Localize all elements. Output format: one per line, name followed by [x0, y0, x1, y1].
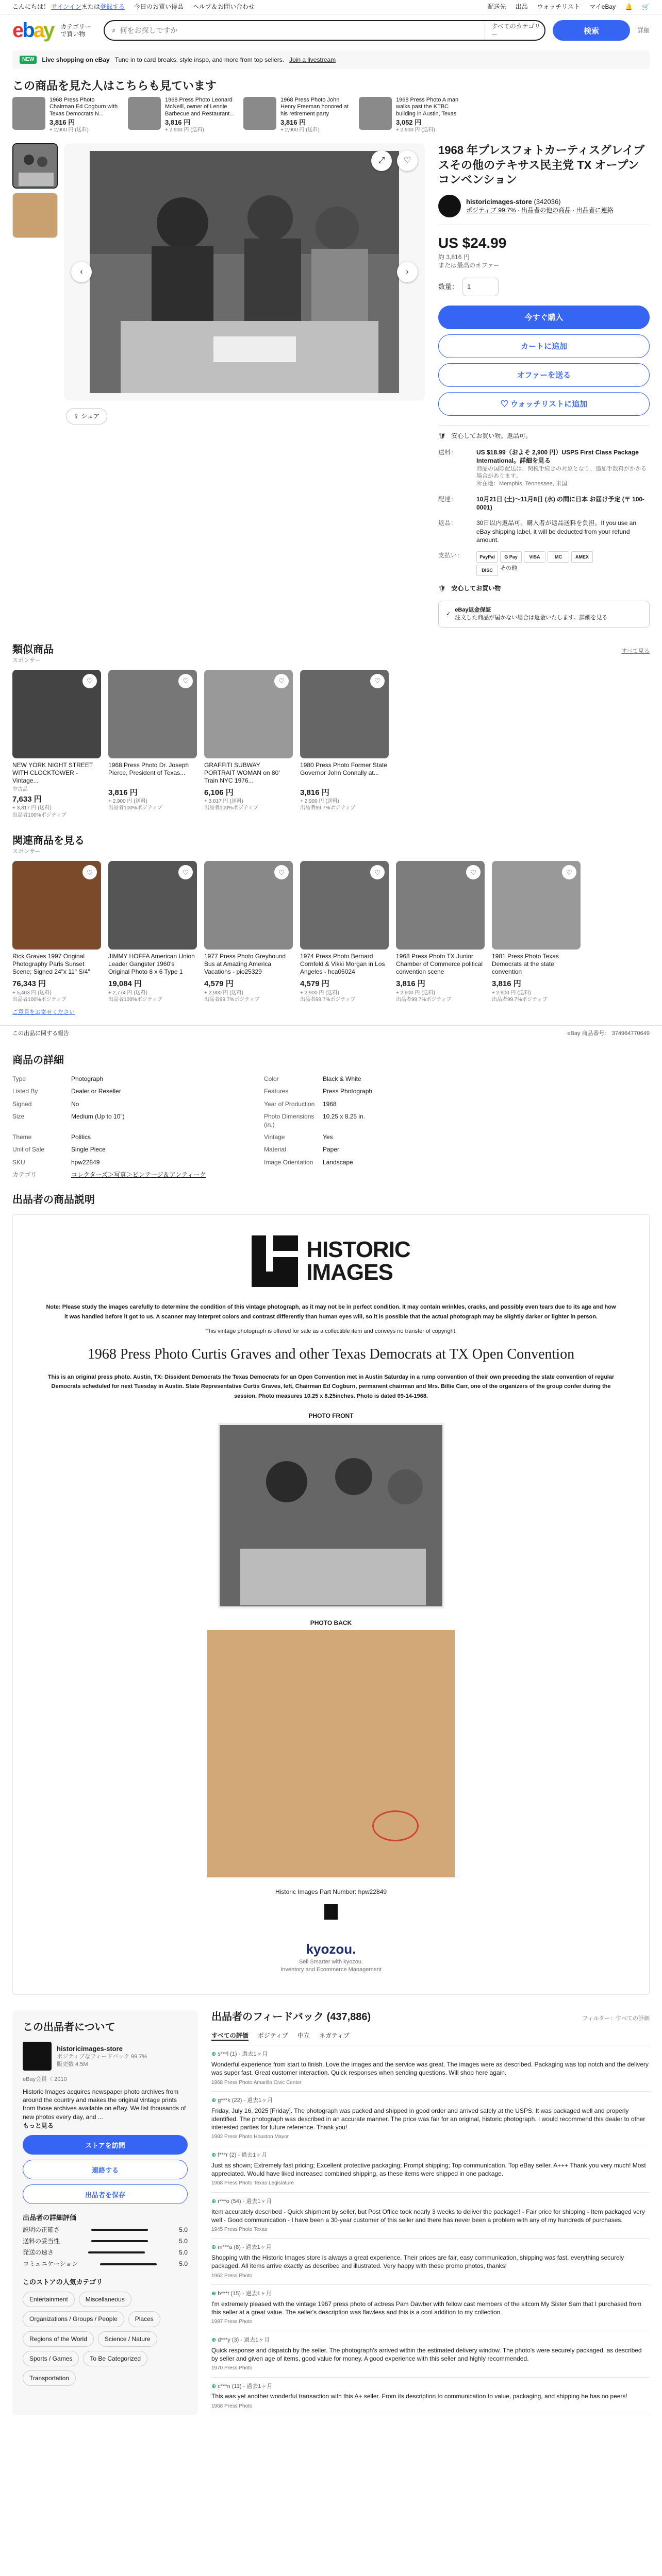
about-seller: この出品者について historicimages-store ポジティブなフィードバック 99.7% 販売数 4.5M eBay会員（ 2010 Historic Images acquires newspaper photo archives from around the country and makes the original vintage prints from those archives available on eBay. We list thousands of new photos every day, and ... もっと見る ストアを訪問 連絡する 出品者を保存 出品者の詳細評価 説明の正確さ 5.0 送料の妥当性 5.0 発送の速さ 5.0 コミュニケーション 5.0 このストアの人気カテゴリ Entertainment Miscellaneous Organizations / Groups / People Places Regions of the World Science / Nature Sports / Games To Be Categorized Transportation	[12, 2010, 198, 2415]
bell-icon[interactable]: 🔔	[625, 3, 633, 11]
heart-icon[interactable]: ♡	[274, 865, 289, 879]
trust-row: 🛡 安心してお買い物。返品可。	[438, 425, 650, 440]
feedback-item: ⊕ c***n (11) - 過去1ヶ月 This was yet another wonderful transaction with this A+ seller. From its description to communication to value, packaging, and shipping he has no peers! 1968 Press Photo	[211, 2378, 650, 2416]
greeting: こんにちは！ サインインまたは登録する	[12, 3, 125, 11]
feedback-item: ⊕ b***t (15) - 過去1ヶ月 I'm extremely pleased with the vintage 1967 press photo of actress Pam Dawber with fellow cast members of the sitcom My Sister Sam that I purchased from this seller at a great value. The seller's description was flawless and this is a cool addition to my collection. 1987 Press Photo	[211, 2285, 650, 2331]
main-image[interactable]	[64, 143, 425, 401]
related-title: 関連商品を見る	[12, 835, 85, 847]
new-badge: NEW	[20, 56, 37, 64]
ship-label: 送料：	[438, 449, 457, 456]
item-thumb	[12, 97, 45, 130]
photo-back-label: PHOTO BACK	[310, 1619, 352, 1627]
next-image-icon[interactable]: ›	[397, 262, 418, 282]
heart-icon[interactable]: ♡	[397, 150, 418, 171]
feedback-item: ⊕ r***o (54) - 過去1ヶ月 Item accurately described - Quick shipment by seller, but Post Office took nearly 3 weeks to deliver the package!! - Fair price for shipping - Item packaged very well - Good communication - I have been a 30-year customer of this seller and there has never been a problem with any of my hundreds of purchases. 1945 Press Photo Texas	[211, 2193, 650, 2239]
about-section	[0, 2010, 662, 2415]
positive-icon: ⊕	[211, 2291, 217, 2297]
item-ship: + 2,900 円 (送料)	[396, 127, 435, 133]
category-chip[interactable]: Regions of the World	[23, 2331, 94, 2347]
member-since: eBay会員（ 2010	[23, 2076, 67, 2083]
feedback-item: ⊕ g***k (22) - 過去1ヶ月 Friday, July 16, 2025 [Friday]. The photograph was packed and shipped in good order and arrived safely at the USPS. It was packaged well and properly identified. The photograph was described in an accurate manner. The price was fair for an original, historic photograph. I would recommend this dealer to other interested parties for future reference. Thank you! 1982 Press Photo Houston Mayor	[211, 2092, 650, 2146]
details-title: 商品の詳細	[12, 1055, 64, 1066]
tab-all[interactable]: すべての評価	[211, 2031, 249, 2041]
ebay-logo[interactable]: e b a y	[12, 19, 54, 42]
shield-icon: 🛡	[438, 432, 446, 439]
category-chip[interactable]: Miscellaneous	[79, 2292, 131, 2307]
item-price: 3,816 円	[280, 118, 306, 126]
add-to-cart-button[interactable]: カートに追加	[438, 334, 650, 358]
copyright-note: This vintage photograph is offered for sale as a collectible item and conveys no transfer of copyright.	[205, 1328, 457, 1335]
delivery-label: 配達：	[438, 496, 457, 503]
item-number: eBay 商品番号： 374964770649	[567, 1030, 650, 1037]
heart-icon: ♡	[500, 400, 511, 409]
livestream-link[interactable]: Join a livestream	[289, 56, 336, 63]
report-link[interactable]: この出品に関する報告	[12, 1030, 69, 1037]
see-all-link[interactable]: すべて見る	[621, 648, 650, 654]
heart-icon[interactable]: ♡	[82, 865, 97, 879]
seen-title: この商品を見た人はこちらも見ています	[12, 79, 217, 92]
gpay-icon: G Pay	[500, 551, 522, 563]
shipping-info	[438, 448, 650, 576]
photo-front-label: PHOTO FRONT	[308, 1412, 354, 1419]
specs-grid: Type Photograph Color Black & White Listed By Dealer or Reseller Features Press Photograph Signed No Year of Production 1968 Size Medium (Up to 10") Photo Dimensions (in.) 10.25 x 8.25 in. Theme Politics Vintage Yes Unit of Sale Single Piece Material Paper SKU hpw22849 Image Orientation Landscape カテゴリ コレクターズ＞写真＞ビンテージ＆アンティーク	[12, 1075, 373, 1178]
condition-note: Note: Please study the images carefully to determine the condition of this vintage photograph, as it may not be in perfect condition. It may contain wrinkles, cracks, and possibly even tears due to its age and how it was handled before it got to us. A scanner may interpret colors and contrast differently than human eyes will, so it is possible that the actual photograph may be slightly darker or lighter in person.	[46, 1303, 616, 1320]
related-card[interactable]: ♡ 1968 Press Photo TX Junior Chamber of Commerce political convention scene 3,816 円 + 2,900 円 (送料) 出品者99.7%ポジティブ	[396, 861, 485, 1003]
seen-item[interactable]	[243, 97, 352, 134]
kyozou-badge: kyozou. Sell Smarter with kyozou. Inventory and Ecommerce Management	[280, 1941, 382, 1973]
category-chip[interactable]: To Be Categorized	[83, 2351, 147, 2366]
promo-text: Tune in to card breaks, style inspo, and more from top sellers.	[114, 56, 285, 63]
search-bar	[104, 20, 545, 41]
related-card[interactable]: ♡ JIMMY HOFFA American Union Leader Gangster 1960's Original Photo 8 x 6 Type 1 19,084 円 + 2,774 円 (送料) 出品者100%ポジティブ	[108, 861, 197, 1003]
advanced-link[interactable]: 詳細	[637, 26, 650, 34]
tab-neutral[interactable]: 中立	[297, 2032, 310, 2040]
contact-button[interactable]: 連絡する	[23, 2160, 188, 2179]
feedback-item: ⊕ s***l (1) - 過去1ヶ月 Wonderful experience from start to finish. Love the images and the service was great. The images were as described. Packaging was top notch and the delivery was super fast. Great customer interaction. Quick responses when sending questions. Will shop here again. 1968 Press Photo Amarillo Civic Center	[211, 2045, 650, 2092]
search-icon: ⌕	[112, 26, 116, 35]
guarantee-title: 🛡 安心してお買い物	[438, 584, 501, 592]
sponsor-label: スポンサー	[12, 657, 41, 664]
share-icon: ⇪	[74, 412, 79, 420]
ship-value: US $18.99（およそ 2,900 円）USPS First Class Package International。詳細を見る	[476, 449, 639, 465]
mastercard-icon: MC	[548, 551, 569, 563]
feedback-link[interactable]: ご意見をお寄せください	[12, 1009, 75, 1015]
register-link[interactable]: 登録する	[100, 3, 125, 11]
payment-methods	[476, 551, 610, 576]
item-title: 1968 Press Photo Chairman Ed Cogburn with Texas Democrats N...	[49, 96, 118, 117]
seller-count: (342036)	[534, 197, 561, 206]
feedback-filter[interactable]: フィルター：すべての評価	[582, 2015, 650, 2022]
heart-icon[interactable]: ♡	[82, 674, 97, 688]
heart-icon[interactable]: ♡	[466, 865, 481, 879]
delivery-value: 10月21日 (土)〜11月8日 (水) の間に日本 お届け予定 (〒 100-0001)	[476, 496, 645, 512]
best-offer-note: または最高のオファー	[438, 261, 500, 269]
positive-icon: ⊕	[211, 2336, 217, 2343]
positive-icon: ⊕	[211, 2051, 217, 2058]
heart-icon[interactable]: ♡	[178, 674, 193, 688]
hi-mark-icon	[324, 1904, 338, 1920]
item-ship: + 2,900 円 (送料)	[49, 127, 89, 133]
feedback-item: ⊕ d***y (3) - 過去1ヶ月 Quick response and dispatch by the seller. The photograph's arrived within the estimated delivery window. The photo's were securely packaged, as described by seller and given age of items, good value for money. A good experience with this seller and highly recommended. 1970 Press Photo	[211, 2331, 650, 2378]
search-input[interactable]	[120, 26, 481, 35]
part-number: Historic Images Part Number: hpw22849	[275, 1888, 387, 1896]
returns-value: 30日以内返品可。購入者が返品送料を負担。If you use an eBay shipping label, it will be deducted from your refund amount.	[476, 519, 637, 544]
money-back-box: ✓ eBay返金保証 注文した商品が届かない場合は返金いたします。詳細を見る	[438, 601, 650, 628]
product-title: 1968 年プレスフォトカーティスグレイブスその他のテキサス民主党 TX オープンコンベンション	[438, 143, 645, 187]
expand-icon[interactable]: ⤢	[371, 150, 392, 171]
item-price: 3,052 円	[396, 118, 422, 126]
item-thumb	[243, 97, 276, 130]
deals-link[interactable]: 今日のお買い得品	[134, 3, 184, 11]
store-logo[interactable]	[23, 2042, 52, 2071]
related-section	[0, 834, 662, 1016]
photo-front-image	[218, 1423, 444, 1608]
visit-store-button[interactable]: ストアを訪問	[23, 2135, 188, 2155]
feedback-title: 出品者のフィードバック	[211, 2011, 324, 2023]
historic-images-logo: HISTORIC IMAGES	[44, 1235, 618, 1287]
related-card[interactable]: ♡ 1977 Press Photo Greyhound Bus at Amazing America Vacations - pio25329 4,579 円 + 2,900 円 (送料) 出品者99.7%ポジティブ	[204, 861, 293, 1003]
item-price: 3,816 円	[49, 118, 75, 126]
product-main	[0, 143, 662, 628]
category-chip[interactable]: Science / Nature	[98, 2331, 157, 2347]
category-chip[interactable]: Sports / Games	[23, 2351, 79, 2366]
item-thumb	[128, 97, 161, 130]
gallery	[12, 143, 425, 401]
help-link[interactable]: ヘルプ＆お問い合わせ	[192, 3, 255, 11]
related-card[interactable]: ♡ Rick Graves 1997 Original Photography Paris Sunset Scene; Signed 24"x 11" S/4" 76,343 円 + 5,403 円 (送料) 出品者100%ポジティブ	[12, 861, 101, 1003]
stamp-mark	[372, 1810, 419, 1841]
dsr-title: 出品者の詳細評価	[23, 2214, 77, 2222]
returns-label: 返品：	[438, 519, 457, 527]
store-name[interactable]: historicimages-store	[57, 2044, 123, 2053]
discover-icon: DISC	[476, 565, 498, 576]
details-section	[0, 1054, 662, 1207]
positive-icon: ⊕	[211, 2383, 217, 2389]
category-chips	[23, 2292, 188, 2386]
price: US $24.99	[438, 234, 507, 251]
seller-items-link[interactable]: 出品者の他の商品	[521, 207, 571, 214]
tab-positive[interactable]: ポジティブ	[257, 2032, 288, 2040]
shield-icon: 🛡	[438, 584, 446, 592]
item-price: 3,816 円	[165, 118, 191, 126]
photo-back-image	[207, 1630, 455, 1877]
sell-link[interactable]: 出品	[515, 3, 528, 11]
thumb-front[interactable]	[12, 143, 58, 189]
positive-icon: ⊕	[211, 2198, 217, 2205]
payments-label: 支払い：	[438, 551, 464, 559]
paypal-icon: PayPal	[476, 551, 498, 563]
about-text: Historic Images acquires newspaper photo archives from around the country and makes the original vintage prints from those archives available on eBay. We list thousands of new photos every day, and ...	[23, 2088, 186, 2121]
similar-card[interactable]: ♡ 1980 Press Photo Former State Governor John Connally at... 3,816 円 + 2,900 円 (送料) 出品者99.7%ポジティブ	[300, 670, 389, 819]
amex-icon: AMEX	[571, 551, 593, 563]
seen-list	[12, 97, 650, 134]
item-location: 所在地：Memphis, Tennessee, 米国	[476, 481, 567, 487]
category-chip[interactable]: Places	[128, 2311, 160, 2327]
cart-icon[interactable]: 🛒	[642, 3, 650, 11]
feedback-item: ⊕ f***r (2) - 過去1ヶ月 Just as shown; Extremely fast pricing; Excellent protective packaging; Prompt shipping; Top communication. Top eBay seller. A+++ Thank you very much! Most appreciated. Would have liked increased combined shipping, as these items were shipped in one package. 1968 Press Photo Texas Legislature	[211, 2146, 650, 2193]
about-title: この出品者について	[23, 2022, 115, 2033]
seller-avatar[interactable]	[438, 195, 461, 217]
heart-icon[interactable]: ♡	[370, 865, 385, 879]
description	[12, 1214, 650, 1995]
category-chip[interactable]: Transportation	[23, 2370, 76, 2386]
item-title: 1968 Press Photo A man walks past the KTBC building in Austin, Texas	[396, 96, 459, 117]
seen-item[interactable]	[128, 97, 236, 134]
similar-card[interactable]: ♡ NEW YORK NIGHT STREET WITH CLOCKTOWER - Vintage... 中古品 7,633 円 + 3,817 円 (送料) 出品者100%ポジティブ	[12, 670, 101, 819]
category-link[interactable]: コレクターズ＞写真＞ビンテージ＆アンティーク	[71, 1171, 206, 1178]
item-ship: + 2,900 円 (送料)	[165, 127, 204, 133]
item-thumb	[359, 97, 392, 130]
item-title: 1968 Press Photo John Henry Freeman honored at his retirement party	[280, 96, 349, 117]
make-offer-button[interactable]: オファーを送る	[438, 363, 650, 387]
promo-title: Live shopping on eBay	[42, 56, 110, 63]
search-button[interactable]: 検索	[553, 20, 630, 41]
sponsor-label: スポンサー	[12, 849, 41, 855]
seller-block: historicimages-store (342036) ポジティブ 99.7% · 出品者の他の商品 · 出品者に連絡	[438, 195, 650, 225]
item-title: 1968 Press Photo Leonard McNeill, owner of Lennie Barbecue and Restaurant...	[165, 96, 235, 117]
qty-label: 数量：	[438, 283, 459, 291]
save-seller-button[interactable]: 出品者を保存	[23, 2184, 188, 2204]
description-heading: 1968 Press Photo Curtis Graves and other Texas Democrats at TX Open Convention	[87, 1346, 575, 1362]
feedback-section	[211, 2010, 650, 2415]
press-photo	[90, 151, 399, 393]
prev-image-icon[interactable]: ‹	[71, 262, 92, 282]
positive-icon: ⊕	[211, 2097, 217, 2104]
top-bar	[0, 0, 662, 14]
feedback-tabs	[211, 2031, 650, 2045]
seen-item[interactable]	[359, 97, 467, 134]
item-ship: + 2,900 円 (送料)	[280, 127, 320, 133]
heart-icon[interactable]: ♡	[178, 865, 193, 879]
description-title: 出品者の商品説明	[12, 1194, 95, 1206]
qty-input[interactable]: 1	[462, 278, 499, 296]
positive-icon: ⊕	[211, 2244, 217, 2251]
category-select[interactable]: すべてのカテゴリー	[485, 22, 541, 39]
heart-icon[interactable]: ♡	[562, 865, 576, 879]
shop-by-category[interactable]: カテゴリーで買い物	[60, 23, 91, 38]
similar-section	[0, 643, 662, 819]
positive-icon: ⊕	[211, 2151, 217, 2158]
popular-cats-title: このストアの人気カテゴリ	[23, 2278, 103, 2286]
heart-icon[interactable]: ♡	[370, 674, 385, 688]
signin-link[interactable]: サインイン	[51, 3, 81, 11]
visa-icon: VISA	[524, 551, 545, 563]
buy-box	[438, 143, 650, 628]
seller-feedback[interactable]: ポジティブ 99.7%	[466, 207, 516, 214]
similar-title: 類似商品	[12, 643, 54, 655]
ship-note: 商品の国際配送は、関税手続きの対象となり、追加手数料がかかる場合があります。	[476, 465, 647, 480]
feedback-count: (437,886)	[326, 2011, 371, 2023]
myebay-link[interactable]: マイeBay	[589, 3, 616, 11]
header	[0, 14, 662, 46]
share-button[interactable]: ⇪ シェア	[66, 408, 107, 425]
seen-item[interactable]	[12, 97, 121, 134]
buy-now-button[interactable]: 今すぐ購入	[438, 306, 650, 329]
more-payments[interactable]: その他	[500, 565, 517, 571]
ebay-guarantee-icon: ✓	[446, 611, 451, 617]
related-card[interactable]: ♡ 1981 Press Photo Texas Democrats at the state convention 3,816 円 + 2,900 円 (送料) 出品者99.7%ポジティブ	[492, 861, 581, 1003]
category-chip[interactable]: Organizations / Groups / People	[23, 2311, 124, 2327]
ship-to[interactable]: 配送先	[487, 3, 506, 11]
feedback-item: ⊕ m***a (8) - 過去1ヶ月 Shopping with the Historic Images store is always a great experience. Their prices are fair, easy communication, shipping was fast, everything securely packaged. All items arrive exactly as described and illustrated. Very happy with these promo photos, thanks! 1962 Press Photo	[211, 2239, 650, 2285]
category-chip[interactable]: Entertainment	[23, 2292, 75, 2307]
related-card[interactable]: ♡ 1974 Press Photo Bernard Cornfeld & Vikki Morgan in Los Angeles - hca05024 4,579 円 + 2,900 円 (送料) 出品者99.7%ポジティブ	[300, 861, 389, 1003]
thumb-back[interactable]	[12, 193, 58, 238]
price-converted: 約 3,816 円	[438, 253, 470, 261]
description-body: This is an original press photo. Austin, TX: Dissident Democrats the Texas Democrats for an Open Convention met in Austin Saturday in a rump convention of their own preceding the state convention of regular Democrats scheduled for next Tuesday in Austin. State Representative Curtis Graves, left, Chairman Ed Cogburn, permanent chairman and Mrs. Billie Carr, one of the organizers of the group confer during the session. Photo measures 10.25 x 8.25inches. Photo is dated 09-14-1968.	[47, 1374, 615, 1400]
heart-icon[interactable]: ♡	[274, 674, 289, 688]
show-more-link[interactable]: もっと見る	[23, 2122, 54, 2129]
contact-seller-link[interactable]: 出品者に連絡	[576, 207, 614, 214]
watchlist-link[interactable]: ウォッチリスト	[537, 3, 580, 11]
report-bar	[0, 1025, 662, 1042]
similar-card[interactable]: ♡ 1968 Press Photo Dr. Joseph Pierce, President of Texas... 3,816 円 + 2,900 円 (送料) 出品者100%ポジティブ	[108, 670, 197, 819]
add-watchlist-button[interactable]: ♡ ウォッチリストに追加	[438, 392, 650, 416]
similar-card[interactable]: ♡ GRAFFITI SUBWAY PORTRAIT WOMAN on 80' Train NYC 1976... 6,106 円 + 3,817 円 (送料) 出品者100%ポジティブ	[204, 670, 293, 819]
tab-negative[interactable]: ネガティブ	[319, 2032, 350, 2040]
promo-banner	[12, 50, 650, 69]
seller-name[interactable]: historicimages-store	[466, 197, 532, 206]
